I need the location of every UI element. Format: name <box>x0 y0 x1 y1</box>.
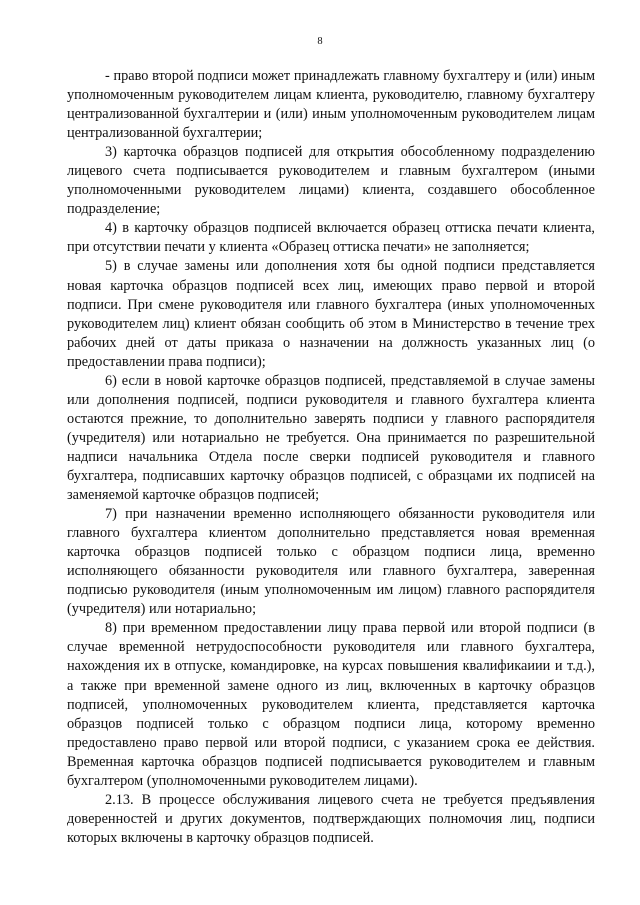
paragraph-item-4: 4) в карточку образцов подписей включается образец оттиска печати клиента, при отсутствии печати у клиента «Образец оттиска печати» не заполняется; <box>67 220 595 256</box>
paragraph-item-8: 8) при временном предоставлении лицу права первой или второй подписи (в случае временной нетрудоспособности руководителя или главного бухгалтера, нахождения их в отпуске, командировке, на курсах повышения квалификаиии и т.д.), а также при временной замене одного из лиц, включенных в карточку образцов подписей, уполномоченных руководителем клиента, представляется карточка образцов подписей только с образцом подписи лица, которому временно предоставлено право первой или второй подписи, с указанием срока ее действия. Временная карточка образцов подписей подписывается руководителем и главным бухгалтером (уполномоченными руководителем лицами). <box>67 620 595 789</box>
paragraph-item-7: 7) при назначении временно исполняющего обязанности руководителя или главного бухгалтера клиентом дополнительно представляется новая временная карточка образцов подписей только с образцом подписи лица, временно исполняющего обязанности руководителя или главного бухгалтера, заверенная подписью руководителя (иным уполномоченным им лицом) главного распорядителя (учредителя) или нотариально; <box>67 506 595 618</box>
page-number: 8 <box>317 36 323 47</box>
paragraph-section-2-13: 2.13. В процессе обслуживания лицевого счета не требуется предъявления доверенностей и других документов, подтверждающих полномочия лиц, подписи которых включены в карточку образцов подписей. <box>67 791 595 846</box>
paragraph-item-6: 6) если в новой карточке образцов подписей, представляемой в случае замены или дополнения подписей, подписи руководителя и главного бухгалтера клиента остаются прежние, то дополнительно заверять подписи у главного распорядителя (учредителя) или нотариально не требуется. Она принимается по разрешительной надписи начальника Отдела после сверки подписей руководителя и главного бухгалтера, подписавших карточку образцов подписей, с образцами их подписей на заменяемой карточке образцов подписей; <box>67 372 595 504</box>
paragraph-item-3: 3) карточка образцов подписей для открытия обособленному подразделению лицевого счета подписывается руководителем и главным бухгалтером (иными уполномоченными руководителем лицами) клиента, создавшего обособленное подразделение; <box>67 144 595 218</box>
body-text <box>67 67 595 848</box>
paragraph-item-5: 5) в случае замены или дополнения хотя бы одной подписи представляется новая карточка образцов подписей всех лиц, имеющих право первой и второй подписи. При смене руководителя или главного бухгалтера (иных уполномоченных руководителем лиц) клиент обязан сообщить об этом в Министерство в течение трех рабочих дней от даты приказа о назначении на должность указанных лиц (о предоставлении права подписи); <box>67 258 595 370</box>
paragraph-second-signature-right: - право второй подписи может принадлежать главному бухгалтеру и (или) иным уполномоченным руководителем лицам клиента, руководителю, главному бухгалтеру централизованной бухгалтерии и (или) иным уполномоченным руководителем лицам централизованной бухгалтерии; <box>67 68 595 142</box>
